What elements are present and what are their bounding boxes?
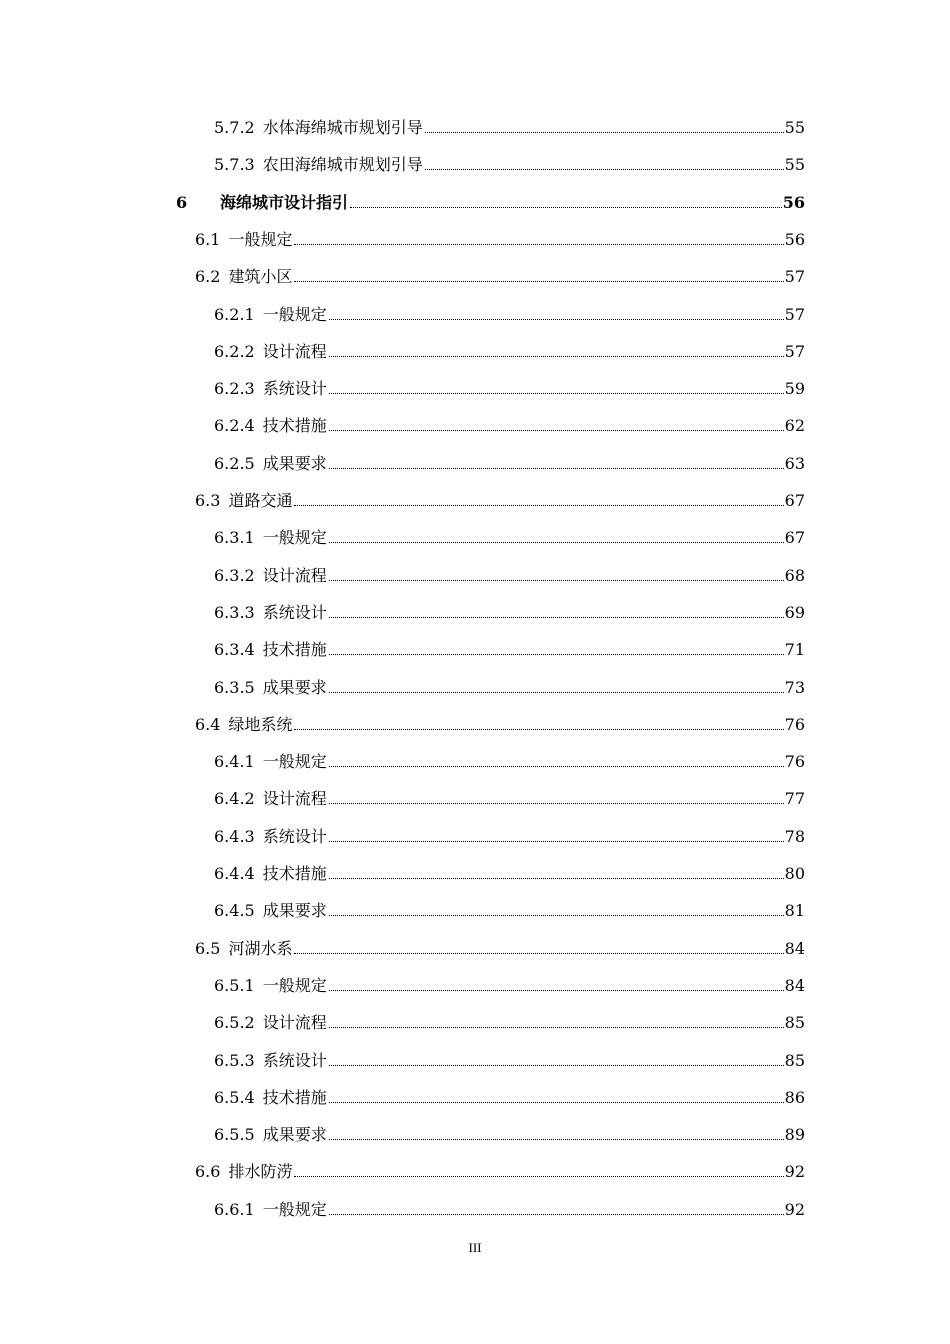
toc-entry-page: 57 [784,304,805,324]
toc-entry-number: 6.3.3 [214,602,255,622]
toc-entry-page: 55 [784,118,805,137]
toc-dot-leader [329,654,784,655]
toc-entry[interactable] [195,931,805,959]
toc-dot-leader [329,803,784,804]
toc-entry[interactable] [214,744,805,772]
toc-dot-leader [329,617,784,618]
toc-dot-leader [329,319,784,320]
toc-entry-title: 设计流程 [262,341,327,361]
toc-entry[interactable] [214,334,805,362]
toc-entry-page: 57 [784,267,805,287]
toc-entry[interactable] [214,110,805,138]
toc-entry-page: 86 [784,1087,805,1107]
toc-entry-page: 81 [784,901,805,921]
toc-dot-leader [294,1176,783,1177]
toc-entry-title: 成果要求 [262,1125,327,1145]
toc-entry-number: 6.3.5 [214,677,255,697]
toc-entry-number: 6 [176,192,188,212]
toc-entry-title: 技术措施 [262,1087,327,1107]
toc-dot-leader [329,1065,784,1066]
toc-entry-title: 成果要求 [262,453,327,473]
toc-entry-title: 一般规定 [262,975,327,995]
toc-entry-page: 71 [784,640,805,660]
toc-dot-leader [329,1139,784,1140]
toc-entry[interactable] [176,185,805,213]
toc-entry[interactable] [195,259,805,287]
toc-entry-number: 6.5.4 [214,1087,255,1107]
toc-entry-number: 6.2.4 [214,416,255,436]
toc-entry[interactable] [214,371,805,399]
toc-entry-page: 92 [784,1162,805,1182]
toc-entry-number: 6.3.1 [214,528,255,548]
toc-entry-page: 59 [784,379,805,399]
toc-entry-title: 河湖水系 [228,938,293,958]
toc-entry-number: 6.2.5 [214,453,255,473]
toc-entry-number: 6.5.1 [214,975,255,995]
toc-entry-title: 技术措施 [262,640,327,660]
toc-entry-number: 6.4.3 [214,826,255,846]
toc-entry-number: 6.4 [195,714,221,734]
toc-entry-title: 一般规定 [228,229,293,249]
toc-dot-leader [425,132,784,133]
toc-entry-page: 89 [784,1125,805,1145]
toc-entry[interactable] [214,147,805,175]
toc-entry-title: 系统设计 [262,1050,327,1070]
toc-entry[interactable] [214,595,805,623]
toc-entry-page: 56 [784,229,805,249]
toc-entry-number: 6.4.5 [214,901,255,921]
toc-entry-page: 76 [784,752,805,772]
toc-entry-title: 一般规定 [262,752,327,772]
toc-entry-title: 水体海绵城市规划引导 [262,118,423,137]
toc-dot-leader [294,729,783,730]
toc-entry-number: 6.4.2 [214,789,255,809]
toc-entry-page: 68 [784,565,805,585]
toc-entry[interactable] [214,781,805,809]
toc-entry-number: 6.3 [195,491,221,510]
toc-entry-page: 62 [784,416,805,436]
toc-dot-leader [294,505,783,506]
toc-dot-leader [329,1102,784,1103]
toc-entry-number: 6.5.3 [214,1050,255,1070]
toc-entry-title: 一般规定 [262,1199,327,1219]
toc-entry-number: 6.2.2 [214,341,255,361]
toc-dot-leader [329,393,784,394]
toc-entry-number: 6.6 [195,1162,221,1182]
toc-entry-number: 6.1 [195,229,221,249]
toc-entry-number: 6.5.2 [214,1013,255,1033]
toc-entry[interactable] [214,1080,805,1108]
toc-entry-page: 78 [784,826,805,846]
toc-entry-page: 77 [784,789,805,809]
toc-entry-title: 一般规定 [262,304,327,324]
toc-entry[interactable] [214,632,805,660]
toc-dot-leader [329,841,784,842]
toc-entry[interactable] [195,1154,805,1182]
toc-entry[interactable] [214,1117,805,1145]
toc-dot-leader [329,468,784,469]
toc-dot-leader [294,244,783,245]
toc-dot-leader [329,878,784,879]
toc-dot-leader [329,990,784,991]
toc-dot-leader [350,207,782,208]
toc-entry[interactable] [195,707,805,735]
toc-entry-title: 设计流程 [262,565,327,585]
toc-entry-number: 6.2.1 [214,304,255,324]
toc-entry[interactable] [214,446,805,474]
toc-entry-title: 成果要求 [262,677,327,697]
toc-dot-leader [329,1027,784,1028]
toc-entry[interactable] [214,1005,805,1033]
toc-entry-title: 排水防涝 [228,1162,293,1182]
toc-dot-leader [294,953,783,954]
toc-entry-page: 67 [784,491,805,510]
toc-entry-number: 5.7.3 [214,155,255,175]
toc-entry-number: 6.4.1 [214,752,255,772]
toc-entry-title: 技术措施 [262,864,327,883]
toc-entry-number: 6.4.4 [214,864,255,883]
toc-entry-page: 73 [784,677,805,697]
toc-dot-leader [329,542,784,543]
toc-entry-page: 84 [784,938,805,958]
toc-entry-title: 系统设计 [262,379,327,399]
toc-entry[interactable] [214,893,805,921]
toc-entry-title: 绿地系统 [228,714,293,734]
toc-entry-title: 成果要求 [262,901,327,921]
toc-entry[interactable] [195,483,805,511]
toc-entry-title: 设计流程 [262,1013,327,1033]
toc-entry[interactable] [214,1043,805,1071]
toc-dot-leader [329,1214,784,1215]
toc-entry-page: 67 [784,528,805,548]
toc-entry-page: 85 [784,1013,805,1033]
toc-entry[interactable] [214,856,805,884]
toc-entry-title: 农田海绵城市规划引导 [262,155,423,175]
toc-entry-number: 6.2 [195,267,221,287]
toc-entry-page: 76 [784,714,805,734]
toc-entry[interactable] [214,819,805,847]
toc-entry-page: 92 [784,1199,805,1219]
page-number: III [468,1240,482,1255]
toc-entry-page: 84 [784,975,805,995]
toc-entry-title: 海绵城市设计指引 [220,192,349,212]
toc-dot-leader [329,766,784,767]
toc-entry-number: 6.3.2 [214,565,255,585]
toc-entry-number: 5.7.2 [214,118,255,137]
toc-entry[interactable] [214,670,805,698]
toc-entry-title: 一般规定 [262,528,327,548]
toc-entry-title: 建筑小区 [228,267,293,287]
toc-entry[interactable] [214,408,805,436]
toc-dot-leader [294,281,783,282]
toc-entry[interactable] [214,520,805,548]
toc-entry-title: 道路交通 [228,491,293,510]
toc-entry-number: 6.3.4 [214,640,255,660]
toc-dot-leader [329,356,784,357]
toc-entry-number: 6.5 [195,938,221,958]
toc-entry-number: 6.5.5 [214,1125,255,1145]
toc-dot-leader [329,692,784,693]
toc-entry-title: 系统设计 [262,602,327,622]
toc-entry-page: 55 [784,155,805,175]
toc-entry-page: 57 [784,341,805,361]
toc-entry-page: 85 [784,1050,805,1070]
toc-entry-page: 69 [784,602,805,622]
toc-entry-title: 系统设计 [262,826,327,846]
toc-entry[interactable] [195,222,805,250]
toc-entry[interactable] [214,1192,805,1220]
toc-entry-title: 技术措施 [262,416,327,436]
toc-entry-number: 6.6.1 [214,1199,255,1219]
toc-entry-page: 80 [784,864,805,883]
toc-entry-page: 63 [784,453,805,473]
toc-entry-title: 设计流程 [262,789,327,809]
toc-entry[interactable] [214,558,805,586]
toc-entry[interactable] [214,297,805,325]
toc-entry[interactable] [214,968,805,996]
toc-dot-leader [329,915,784,916]
toc-dot-leader [329,430,784,431]
toc-entry-page: 56 [782,192,805,212]
toc-dot-leader [329,580,784,581]
toc-entry-number: 6.2.3 [214,379,255,399]
toc-dot-leader [425,169,784,170]
